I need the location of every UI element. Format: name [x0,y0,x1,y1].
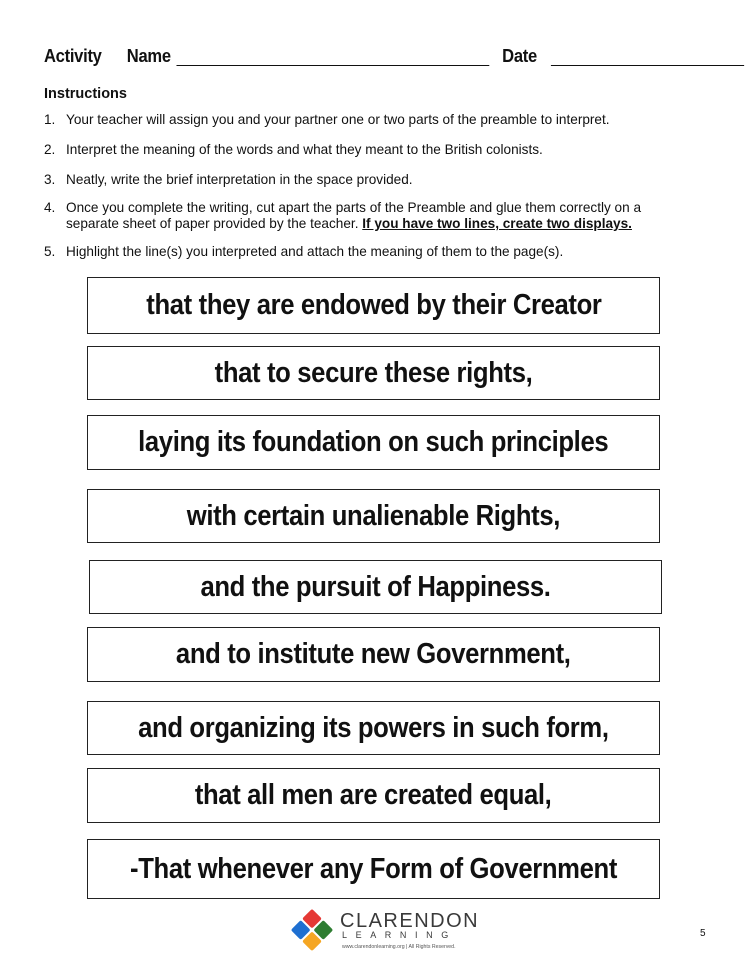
puzzle-logo-icon [288,906,336,954]
brand-subtitle: LEARNING [342,930,457,940]
instruction-item: 3. Neatly, write the brief interpretation in the space provided. [44,172,413,187]
phrase-box: that they are endowed by their Creator [87,277,660,334]
instruction-item: 4. Once you complete the writing, cut apart the parts of the Preamble and glue them correctly on a separate sheet of paper provided by the teacher. If you have two lines, create two displays. [44,200,642,231]
instructions-list [44,112,684,274]
phrase-box: laying its foundation on such principles [87,415,660,470]
brand-name: CLARENDON [340,910,480,932]
instruction-emphasis: If you have two lines, create two displays. [362,216,632,231]
instruction-item: 1. Your teacher will assign you and your partner one or two parts of the preamble to interpret. [44,112,610,127]
instruction-item: 5. Highlight the line(s) you interpreted and attach the meaning of them to the page(s). [44,244,564,259]
activity-label: Activity [44,46,102,66]
phrase-box: -That whenever any Form of Government [87,839,660,899]
phrase-box: and to institute new Government, [87,627,660,682]
footer-url[interactable]: www.clarendonlearning.org | All Rights Reserved. [342,944,456,950]
name-field-line[interactable] [176,65,489,66]
phrase-box: with certain unalienable Rights, [87,489,660,543]
date-label: Date [502,46,537,66]
page-number: 5 [700,928,706,939]
instructions-title: Instructions [44,86,127,102]
instruction-item: 2. Interpret the meaning of the words and what they meant to the British colonists. [44,142,543,157]
clarendon-logo [288,904,478,956]
worksheet-header [44,44,653,70]
phrase-box: and organizing its powers in such form, [87,701,660,755]
phrase-box: and the pursuit of Happiness. [89,560,662,614]
name-label: Name [126,46,171,66]
date-field-line[interactable] [551,65,744,66]
phrase-box: that all men are created equal, [87,768,660,823]
phrase-box: that to secure these rights, [87,346,660,400]
